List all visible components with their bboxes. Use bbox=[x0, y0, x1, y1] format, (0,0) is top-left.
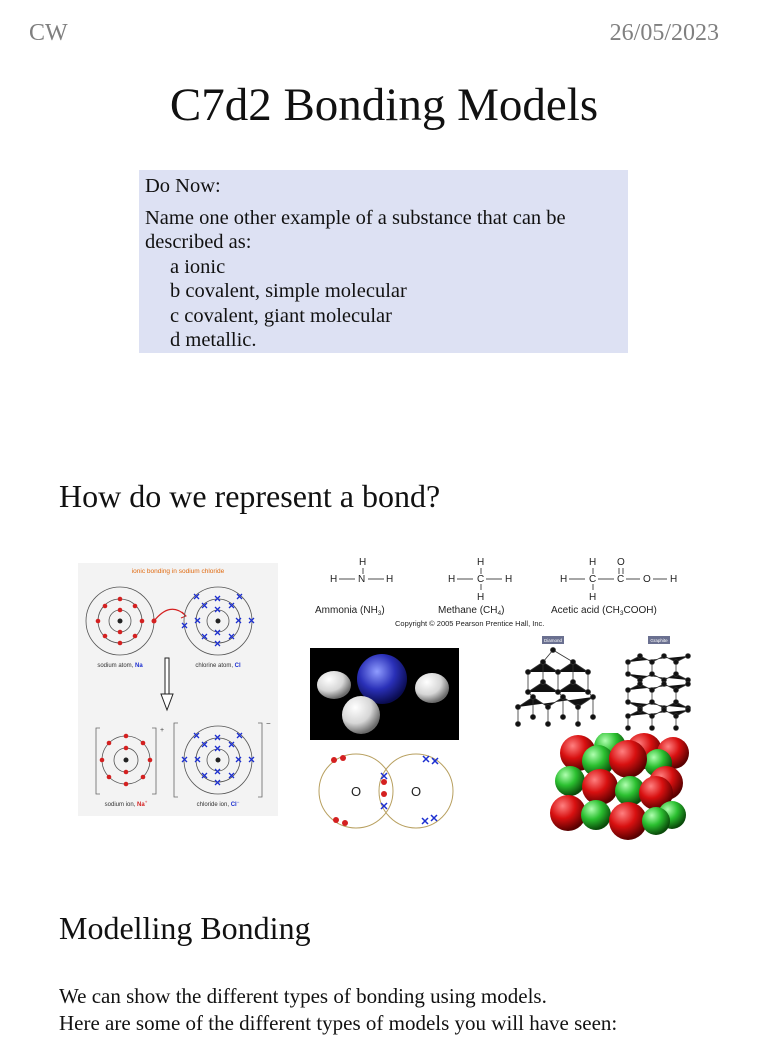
section-heading-modelling: Modelling Bonding bbox=[59, 910, 311, 946]
ionic-diagram-title: ionic bonding in sodium chloride bbox=[131, 568, 225, 575]
acetic-acid-label-end: COOH) bbox=[623, 605, 657, 616]
methane-subscript: 4 bbox=[497, 610, 502, 617]
svg-text:H: H bbox=[670, 574, 678, 585]
sodium-atom-symbol: Na bbox=[135, 663, 143, 669]
do-now-item-b: b covalent, simple molecular bbox=[170, 280, 407, 302]
sodium-ion-superscript: + bbox=[144, 799, 148, 805]
giant-covalent-lattices bbox=[508, 632, 708, 738]
modelling-paragraph-line2: Here are some of the different types of models you will have seen: bbox=[59, 1011, 618, 1035]
ionic-bonding-diagram bbox=[78, 563, 278, 816]
header-date: 26/05/2023 bbox=[609, 20, 719, 46]
ammonia-label: Ammonia (NH bbox=[315, 605, 378, 616]
do-now-heading: Do Now: bbox=[145, 175, 221, 197]
do-now-item-d: d metallic. bbox=[170, 329, 257, 351]
diamond-label: Diamond bbox=[543, 638, 563, 643]
svg-text:C: C bbox=[617, 574, 625, 585]
svg-text:Ammonia (NH3): Ammonia $(NH_3)$ bbox=[315, 605, 385, 617]
page-title: C7d2 Bonding Models bbox=[169, 79, 599, 131]
ionic-lattice-spheres bbox=[550, 733, 689, 840]
oxygen-dot-cross-diagram bbox=[312, 748, 460, 830]
acetic-acid-structure bbox=[560, 557, 677, 603]
chlorine-atom-label: chlorine atom, bbox=[195, 663, 234, 669]
svg-text:H: H bbox=[448, 574, 456, 585]
svg-text:O: O bbox=[643, 574, 651, 585]
ammonia-structure bbox=[330, 557, 393, 585]
do-now-item-a: a ionic bbox=[170, 255, 226, 278]
copyright-notice: Copyright © 2005 Pearson Prentice Hall, Inc. bbox=[395, 619, 545, 628]
svg-text:Acetic acid (CH3COOH) bbox=[551, 605, 657, 617]
svg-text:sodium atom, Na bbox=[97, 663, 143, 669]
sodium-ion-charge: + bbox=[160, 727, 165, 734]
structural-formulas bbox=[310, 553, 710, 633]
svg-text:H: H bbox=[560, 574, 568, 585]
methane-label: Methane (CH bbox=[438, 605, 498, 616]
sodium-ion-label: sodium ion, bbox=[104, 802, 136, 808]
svg-text:H: H bbox=[589, 557, 597, 568]
graphite-label: Graphite bbox=[650, 638, 668, 643]
sodium-ion-symbol: Na bbox=[137, 802, 145, 808]
svg-text:C: C bbox=[477, 574, 485, 585]
chloride-ion-charge: − bbox=[266, 719, 271, 728]
ionic-lattice-model bbox=[548, 733, 694, 843]
svg-text:H: H bbox=[386, 574, 394, 585]
header-initials: CW bbox=[29, 20, 68, 46]
section-heading-represent-bond: How do we represent a bond? bbox=[59, 478, 441, 514]
ammonia-subscript: 3 bbox=[377, 610, 382, 617]
do-now-question: Name one other example of a substance that can be described as: bbox=[145, 206, 566, 253]
svg-text:C: C bbox=[589, 574, 597, 585]
chloride-ion-superscript: − bbox=[236, 799, 240, 805]
chloride-ion-symbol: Cl bbox=[230, 802, 237, 808]
svg-text:H: H bbox=[477, 592, 485, 603]
ammonia-3d-model bbox=[310, 648, 459, 740]
svg-text:chlorine atom, Cl bbox=[195, 663, 241, 669]
svg-text:Methane (CH4): Methane $(CH_4)$ bbox=[438, 605, 505, 617]
modelling-paragraph-line1: We can show the different types of bonding using models. bbox=[59, 984, 547, 1008]
svg-text:H: H bbox=[589, 592, 597, 603]
sodium-atom-label: sodium atom, bbox=[97, 663, 134, 669]
acetic-acid-subscript: 3 bbox=[619, 610, 624, 617]
right-oxygen-label: O bbox=[410, 784, 422, 799]
do-now-item-c: c covalent, giant molecular bbox=[170, 304, 392, 327]
svg-text:H: H bbox=[330, 574, 338, 585]
graphite-lattice bbox=[626, 654, 691, 731]
svg-text:H: H bbox=[505, 574, 513, 585]
svg-text:H: H bbox=[359, 557, 367, 568]
svg-text:H: H bbox=[477, 557, 485, 568]
chlorine-atom-symbol: Cl bbox=[234, 663, 241, 669]
do-now-box bbox=[139, 170, 628, 353]
svg-text:O: O bbox=[617, 557, 625, 568]
acetic-acid-label: Acetic acid (CH bbox=[551, 605, 620, 616]
methane-structure bbox=[448, 557, 512, 603]
svg-text:N: N bbox=[358, 574, 366, 585]
chloride-ion-label: chloride ion, bbox=[196, 802, 230, 808]
diamond-lattice bbox=[516, 648, 596, 727]
left-oxygen-label: O bbox=[350, 784, 362, 799]
